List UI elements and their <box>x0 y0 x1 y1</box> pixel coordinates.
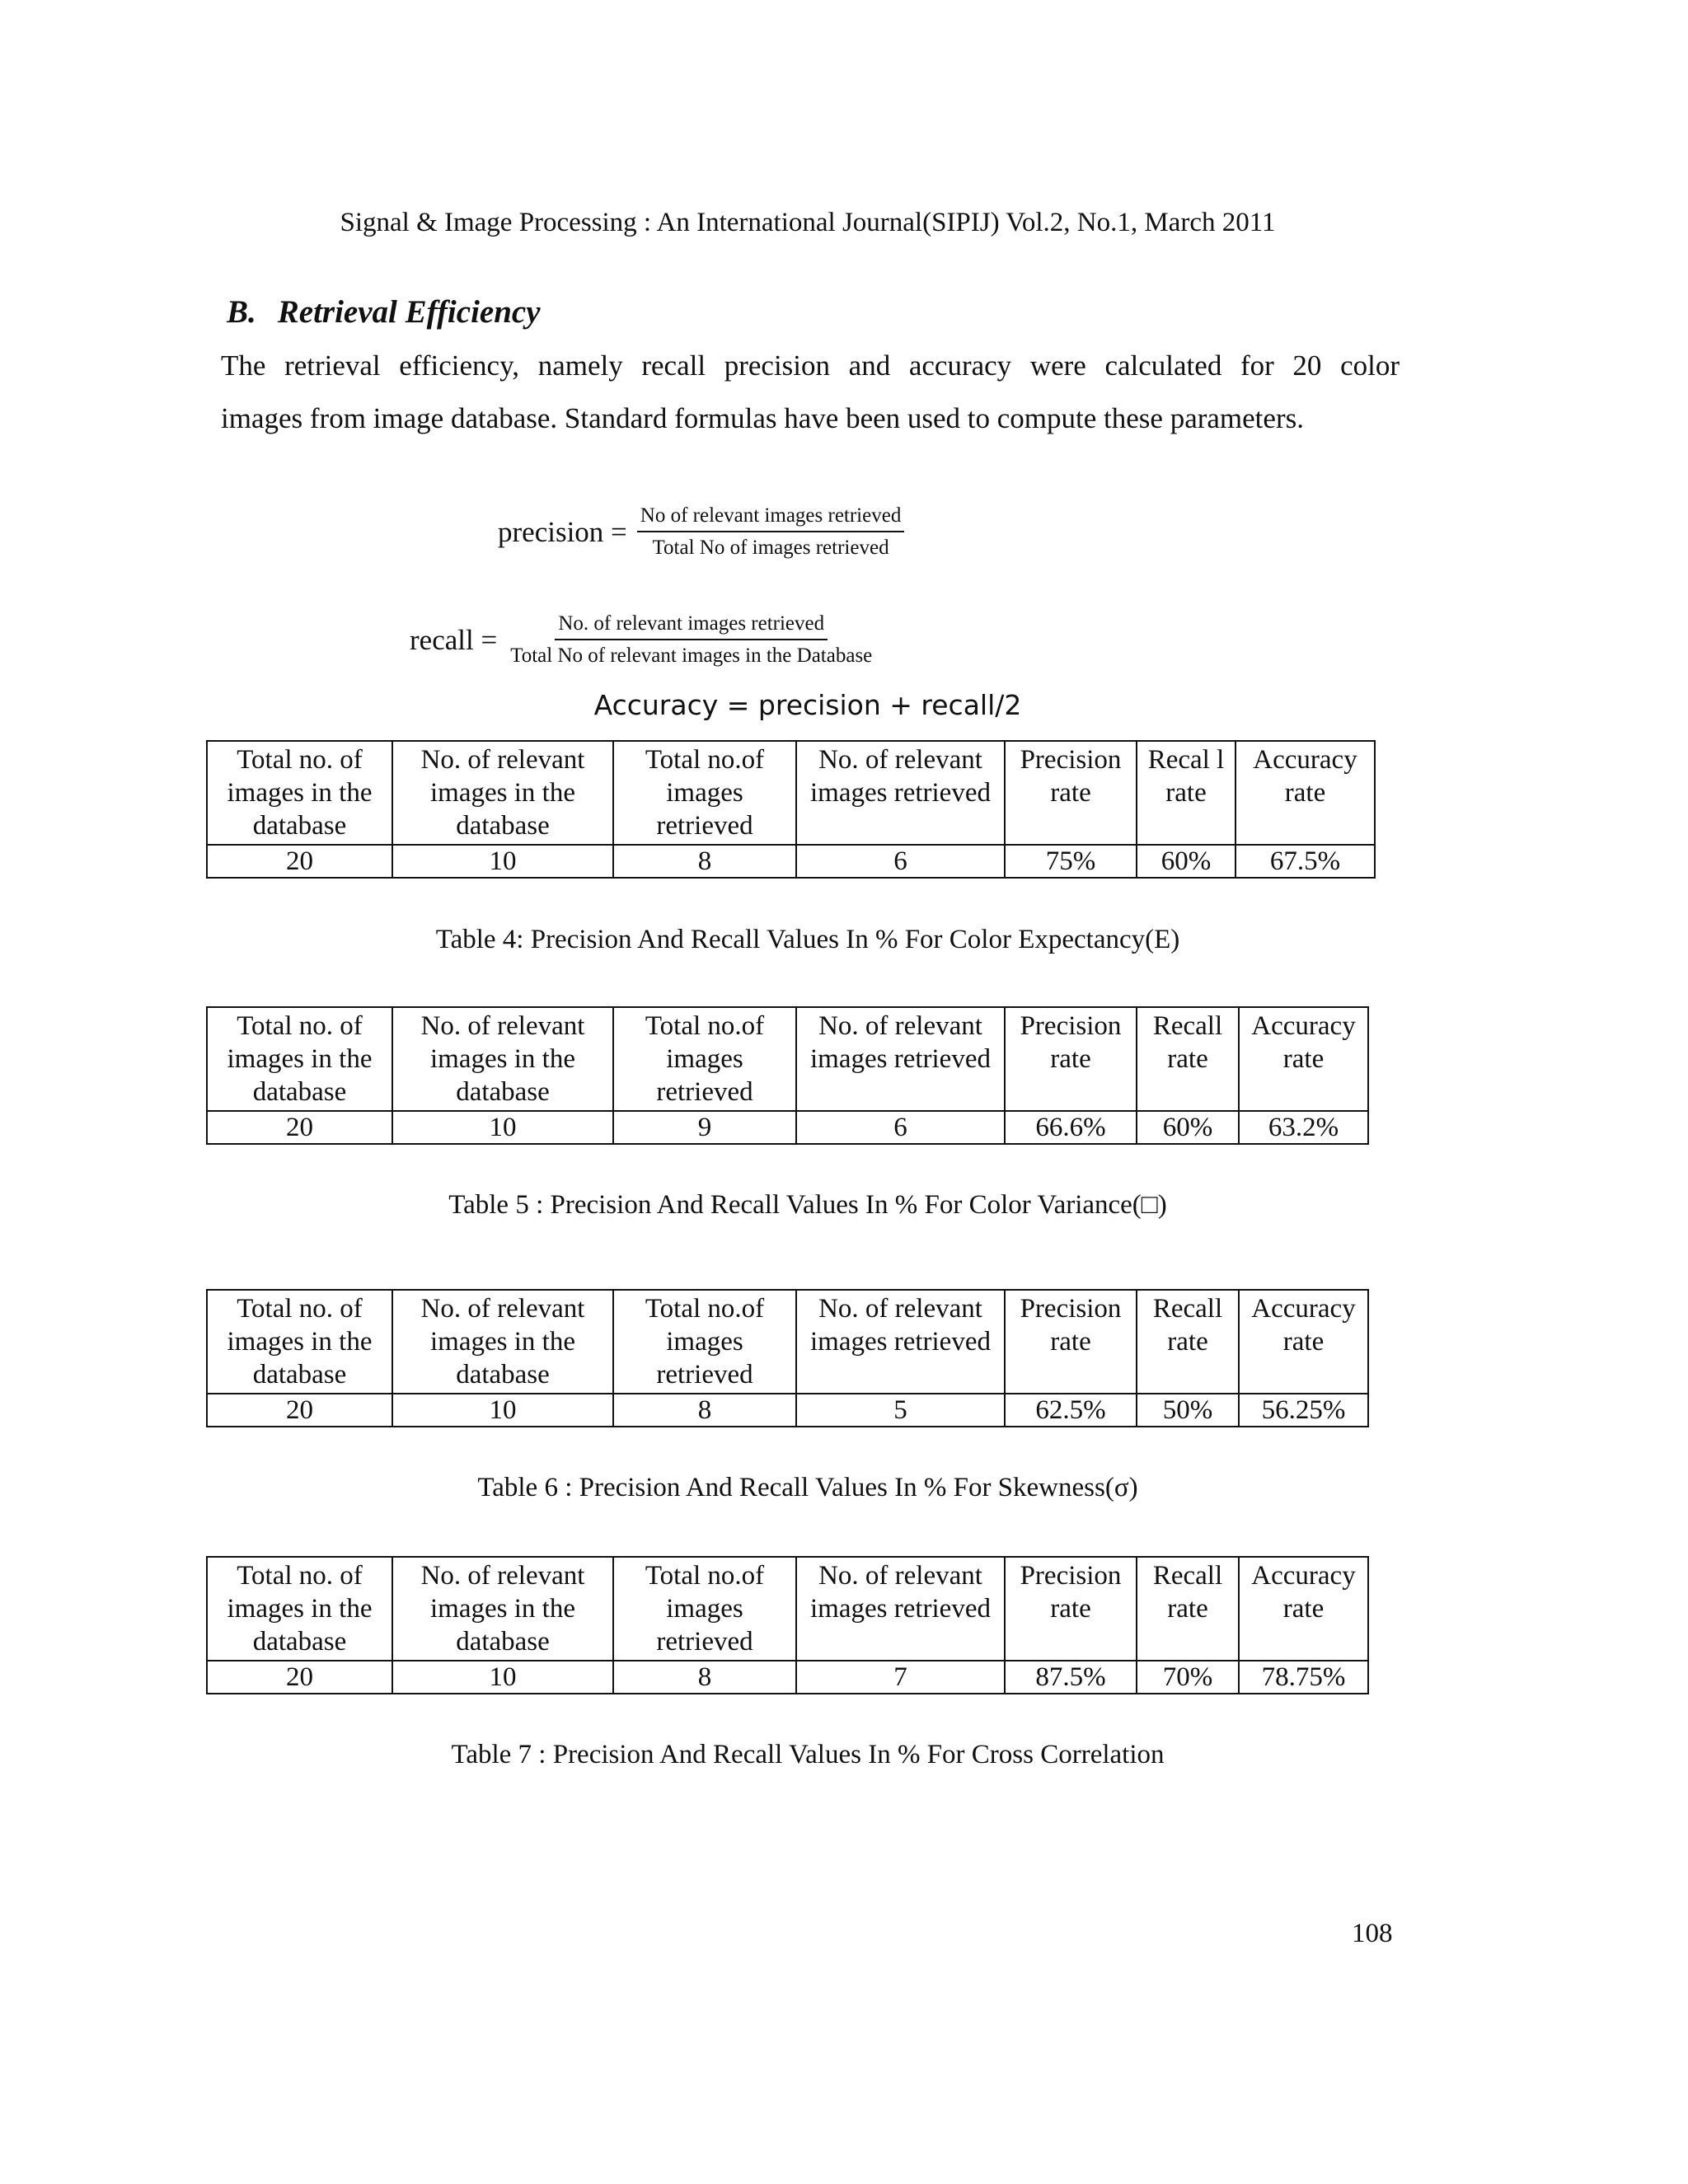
results-table-5 <box>206 1006 1369 1145</box>
header-recall-rate: Recall rate <box>1137 1557 1239 1661</box>
recall-denominator: Total No of relevant images in the Database <box>510 644 873 667</box>
cell-total-retrieved: 8 <box>613 1394 796 1427</box>
cell-relevant-images: 10 <box>392 1394 613 1427</box>
cell-recall-rate: 60% <box>1137 845 1236 878</box>
cell-total-images: 20 <box>207 1394 392 1427</box>
table-row <box>207 845 1375 878</box>
header-precision-rate: Precision rate <box>1005 741 1137 845</box>
header-recall-rate: Recall rate <box>1137 1290 1239 1394</box>
cell-precision-rate: 87.5% <box>1005 1661 1137 1694</box>
table-7-caption: Table 7 : Precision And Recall Values In % For Cross Correlation <box>451 1740 1165 1769</box>
cell-relevant-retrieved: 7 <box>796 1661 1005 1694</box>
header-relevant-images: No. of relevant images in the database <box>392 741 613 845</box>
table-6-caption: Table 6 : Precision And Recall Values In % For Skewness(σ) <box>477 1473 1138 1502</box>
cell-precision-rate: 62.5% <box>1005 1394 1137 1427</box>
cell-precision-rate: 66.6% <box>1005 1111 1137 1144</box>
precision-lhs: precision = <box>498 515 627 548</box>
header-total-retrieved: Total no.of images retrieved <box>613 1290 796 1394</box>
cell-relevant-retrieved: 6 <box>796 1111 1005 1144</box>
paragraph-line-1: The retrieval efficiency, namely recall precision and accuracy were calculated for 20 color <box>221 349 1400 382</box>
header-relevant-images: No. of relevant images in the database <box>392 1557 613 1661</box>
header-total-retrieved: Total no.of images retrieved <box>613 741 796 845</box>
header-relevant-retrieved: No. of relevant images retrieved <box>796 1290 1005 1394</box>
header-recall-rate: Recal l rate <box>1137 741 1236 845</box>
table-row <box>207 1394 1368 1427</box>
paragraph-line-2: images from image database. Standard formulas have been used to compute these parameters. <box>221 402 1304 434</box>
cell-precision-rate: 75% <box>1005 845 1137 878</box>
recall-lhs: recall = <box>410 623 498 656</box>
cell-recall-rate: 70% <box>1137 1661 1239 1694</box>
recall-numerator: No. of relevant images retrieved <box>555 612 828 640</box>
header-accuracy-rate: Accuracy rate <box>1239 1557 1368 1661</box>
section-heading <box>227 293 541 330</box>
header-accuracy-rate: Accuracy rate <box>1236 741 1375 845</box>
cell-relevant-retrieved: 5 <box>796 1394 1005 1427</box>
cell-accuracy-rate: 63.2% <box>1239 1111 1368 1144</box>
accuracy-formula: Accuracy = precision + recall/2 <box>593 689 1022 721</box>
header-total-retrieved: Total no.of images retrieved <box>613 1557 796 1661</box>
table-row <box>207 1661 1368 1694</box>
results-table-6 <box>206 1289 1369 1427</box>
cell-accuracy-rate: 67.5% <box>1236 845 1375 878</box>
header-precision-rate: Precision rate <box>1005 1007 1137 1111</box>
header-accuracy-rate: Accuracy rate <box>1239 1007 1368 1111</box>
results-table-4 <box>206 740 1376 879</box>
cell-total-retrieved: 9 <box>613 1111 796 1144</box>
header-accuracy-rate: Accuracy rate <box>1239 1290 1368 1394</box>
cell-total-images: 20 <box>207 1661 392 1694</box>
cell-total-images: 20 <box>207 1111 392 1144</box>
header-precision-rate: Precision rate <box>1005 1290 1137 1394</box>
cell-total-retrieved: 8 <box>613 845 796 878</box>
running-header: Signal & Image Processing : An International Journal(SIPIJ) Vol.2, No.1, March 2011 <box>340 208 1276 237</box>
header-relevant-images: No. of relevant images in the database <box>392 1007 613 1111</box>
cell-total-retrieved: 8 <box>613 1661 796 1694</box>
cell-accuracy-rate: 56.25% <box>1239 1394 1368 1427</box>
table-header-row <box>207 1557 1368 1661</box>
cell-relevant-images: 10 <box>392 1111 613 1144</box>
cell-recall-rate: 50% <box>1137 1394 1239 1427</box>
precision-numerator: No of relevant images retrieved <box>637 504 905 532</box>
header-total-images: Total no. of images in the database <box>207 1007 392 1111</box>
cell-relevant-retrieved: 6 <box>796 845 1005 878</box>
header-total-images: Total no. of images in the database <box>207 1290 392 1394</box>
page-number: 108 <box>1352 1919 1393 1948</box>
cell-relevant-images: 10 <box>392 1661 613 1694</box>
precision-denominator: Total No of images retrieved <box>652 537 889 559</box>
header-total-images: Total no. of images in the database <box>207 1557 392 1661</box>
table-header-row <box>207 741 1375 845</box>
results-table-7 <box>206 1556 1369 1694</box>
header-relevant-retrieved: No. of relevant images retrieved <box>796 1007 1005 1111</box>
precision-fraction <box>637 504 905 560</box>
cell-relevant-images: 10 <box>392 845 613 878</box>
table-row <box>207 1111 1368 1144</box>
table-5-caption: Table 5 : Precision And Recall Values In % For Color Variance(□) <box>448 1190 1167 1220</box>
header-relevant-retrieved: No. of relevant images retrieved <box>796 1557 1005 1661</box>
header-precision-rate: Precision rate <box>1005 1557 1137 1661</box>
header-relevant-retrieved: No. of relevant images retrieved <box>796 741 1005 845</box>
header-total-retrieved: Total no.of images retrieved <box>613 1007 796 1111</box>
header-recall-rate: Recall rate <box>1137 1007 1239 1111</box>
header-total-images: Total no. of images in the database <box>207 741 392 845</box>
recall-formula <box>410 612 875 668</box>
section-title: Retrieval Efficiency <box>277 294 541 330</box>
cell-accuracy-rate: 78.75% <box>1239 1661 1368 1694</box>
table-header-row <box>207 1290 1368 1394</box>
cell-recall-rate: 60% <box>1137 1111 1239 1144</box>
section-number: B. <box>227 294 256 330</box>
table-header-row <box>207 1007 1368 1111</box>
recall-fraction <box>507 612 875 668</box>
cell-total-images: 20 <box>207 845 392 878</box>
precision-formula <box>498 504 904 560</box>
table-4-caption: Table 4: Precision And Recall Values In % For Color Expectancy(E) <box>435 925 1180 954</box>
header-relevant-images: No. of relevant images in the database <box>392 1290 613 1394</box>
